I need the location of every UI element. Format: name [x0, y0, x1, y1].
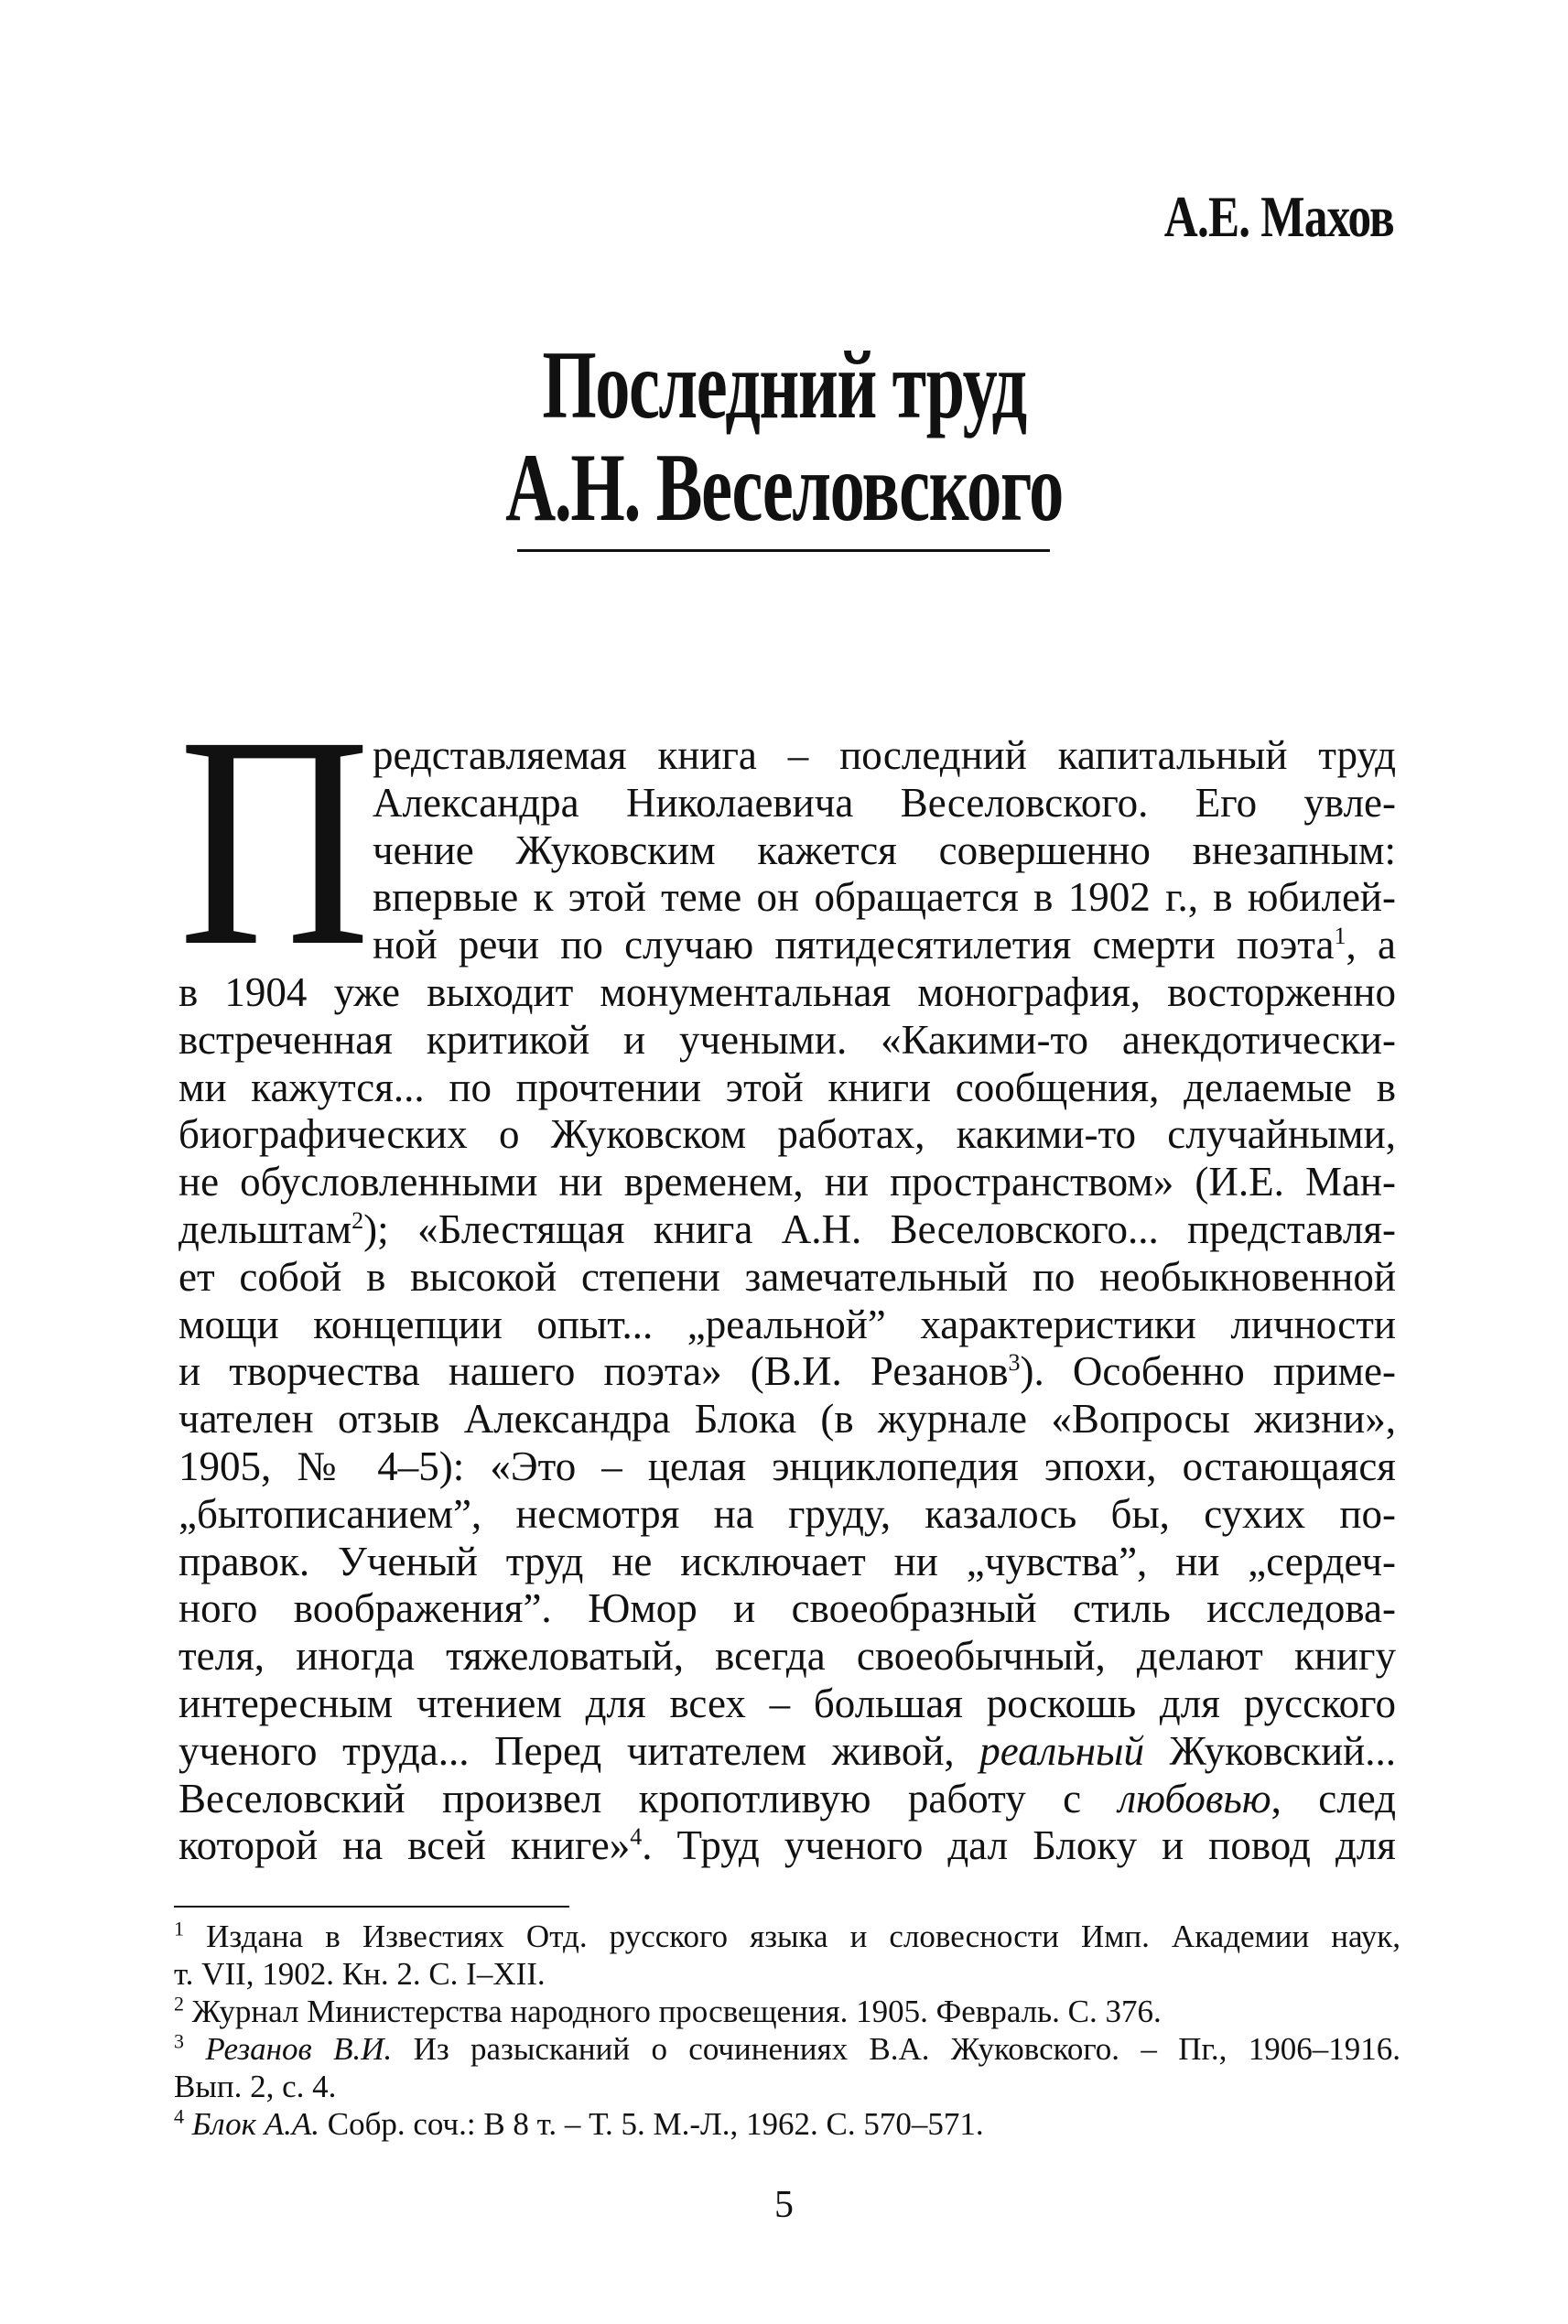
body-line: [178, 1822, 1396, 1870]
body-line: [178, 1776, 1396, 1823]
body-text-span: ученого труда... Перед читателем живой,: [178, 1727, 980, 1774]
footnote-2: [174, 1993, 1400, 2030]
body-line: ного воображения”. Юмор и своеобразный стиль исследова-: [178, 1585, 1396, 1632]
title-line-2: А.Н. Веселовского: [505, 434, 1063, 541]
body-line: чателен отзыв Александра Блока (в журнале «Вопросы жизни»,: [178, 1396, 1396, 1443]
body-line: интересным чтением для всех – большая роскошь для русского: [178, 1680, 1396, 1726]
footnote-author: Резанов В.И.: [205, 2031, 393, 2067]
footnote-line: т. VII, 1902. Кн. 2. С. I–XII.: [174, 1956, 546, 1992]
body-line: редставляемая книга – последний капитальный труд: [373, 732, 1396, 778]
footnote-number: 1: [174, 1917, 184, 1940]
body-text-span: . Труд ученого дал Блоку и повод для: [642, 1822, 1396, 1869]
footnote-line: [174, 1993, 1400, 2030]
body-text-span: ной речи по случаю пятидесятилетия смерти поэта: [373, 922, 1335, 968]
body-line: ет собой в высокой степени замечательный по необыкновенной: [178, 1253, 1396, 1300]
body-line: [178, 1206, 1396, 1254]
footnote-3: [174, 2030, 1400, 2105]
body-text-span: Веселовский произвел кропотливую работу с: [178, 1775, 1119, 1821]
footnote-4: [174, 2105, 1400, 2143]
body-line: биографических о Жуковском работах, какими-то случайными,: [178, 1111, 1396, 1158]
body-line: [178, 1728, 1396, 1776]
footnote-line: [174, 1918, 1400, 1955]
drop-cap: П: [178, 675, 371, 1009]
footnote-number: 2: [174, 1992, 184, 2016]
footnote-author: Блок А.А.: [191, 2106, 319, 2142]
footnote-ref-4: 4: [630, 1823, 643, 1851]
body-text-span: , а: [1346, 922, 1396, 968]
footnote-ref-1: 1: [1334, 923, 1346, 950]
body-line: [178, 922, 1396, 969]
body-line: [178, 1348, 1396, 1396]
footnote-1: [174, 1918, 1400, 1993]
body-text-span: , след: [1271, 1775, 1396, 1821]
footnote-ref-2: 2: [351, 1206, 364, 1234]
body-line: встреченная критикой и учеными. «Какими-то анекдотически-: [178, 1016, 1396, 1063]
body-text-span: Жуковский...: [1144, 1727, 1396, 1774]
emphasis: реальный: [979, 1727, 1144, 1774]
footnote-number: 4: [174, 2104, 184, 2128]
body-line: чение Жуковским кажется совершенно внезапным:: [373, 827, 1396, 873]
title-line-1: Последний труд: [542, 331, 1026, 438]
article-title: [0, 331, 1568, 541]
page-number: 5: [774, 2184, 794, 2226]
body-line: ми кажутся... по прочтении этой книги сообщения, делаемые в: [178, 1064, 1396, 1110]
body-text-span: ); «Блестящая книга А.Н. Веселовского... представля-: [363, 1205, 1396, 1252]
footnote-number: 3: [174, 2029, 184, 2053]
body-text-span: которой на всей книге»: [178, 1822, 631, 1869]
body-line: правок. Ученый труд не исключает ни „чувства”, ни „сердеч-: [178, 1538, 1396, 1584]
footnote-text: Из разысканий о сочинениях В.А. Жуковского. – Пг., 1906–1916.: [392, 2031, 1400, 2067]
footnote-line: [174, 2030, 1400, 2068]
body-line: не обусловленными ни временем, ни пространством» (И.Е. Ман-: [178, 1159, 1396, 1205]
footnote-line: Вып. 2, с. 4.: [174, 2069, 337, 2104]
body-line: Александра Николаевича Веселовского. Его увле-: [373, 779, 1396, 826]
body-line: впервые к этой теме он обращается в 1902 г., в юбилей-: [373, 874, 1396, 921]
body-line: теля, иногда тяжеловатый, всегда своеобычный, делают книгу: [178, 1633, 1396, 1680]
footnote-separator: [174, 1906, 569, 1908]
body-line: в 1904 уже выходит монументальная монография, восторженно: [178, 968, 1396, 1015]
footnote-text: Собр. соч.: В 8 т. – Т. 5. М.-Л., 1962. С. 570–571.: [319, 2106, 984, 2142]
footnotes: [174, 1918, 1400, 2143]
body-text-span: и творчества нашего поэта» (В.И. Резанов: [178, 1348, 1009, 1395]
emphasis: любовью: [1118, 1775, 1271, 1821]
footnote-text: Журнал Министерства народного просвещения. 1905. Февраль. С. 376.: [191, 1994, 1162, 2029]
title-underline: [517, 549, 1050, 552]
footnote-ref-3: 3: [1008, 1349, 1021, 1377]
footnote-line: [174, 2105, 1400, 2143]
article-body: [178, 732, 1396, 1870]
author-name: А.Е. Махов: [1163, 184, 1394, 249]
body-line: „бытописанием”, несмотря на груду, казалось бы, сухих по-: [178, 1490, 1396, 1537]
body-text-span: ). Особенно приме-: [1020, 1348, 1396, 1395]
body-line: 1905, № 4–5): «Это – целая энциклопедия эпохи, остающаяся: [178, 1443, 1396, 1489]
footnote-text: Издана в Известиях Отд. русского языка и словесности Имп. Академии наук,: [206, 1919, 1400, 1954]
body-line: мощи концепции опыт... „реальной” характеристики личности: [178, 1301, 1396, 1347]
body-text-span: дельштам: [178, 1205, 352, 1252]
